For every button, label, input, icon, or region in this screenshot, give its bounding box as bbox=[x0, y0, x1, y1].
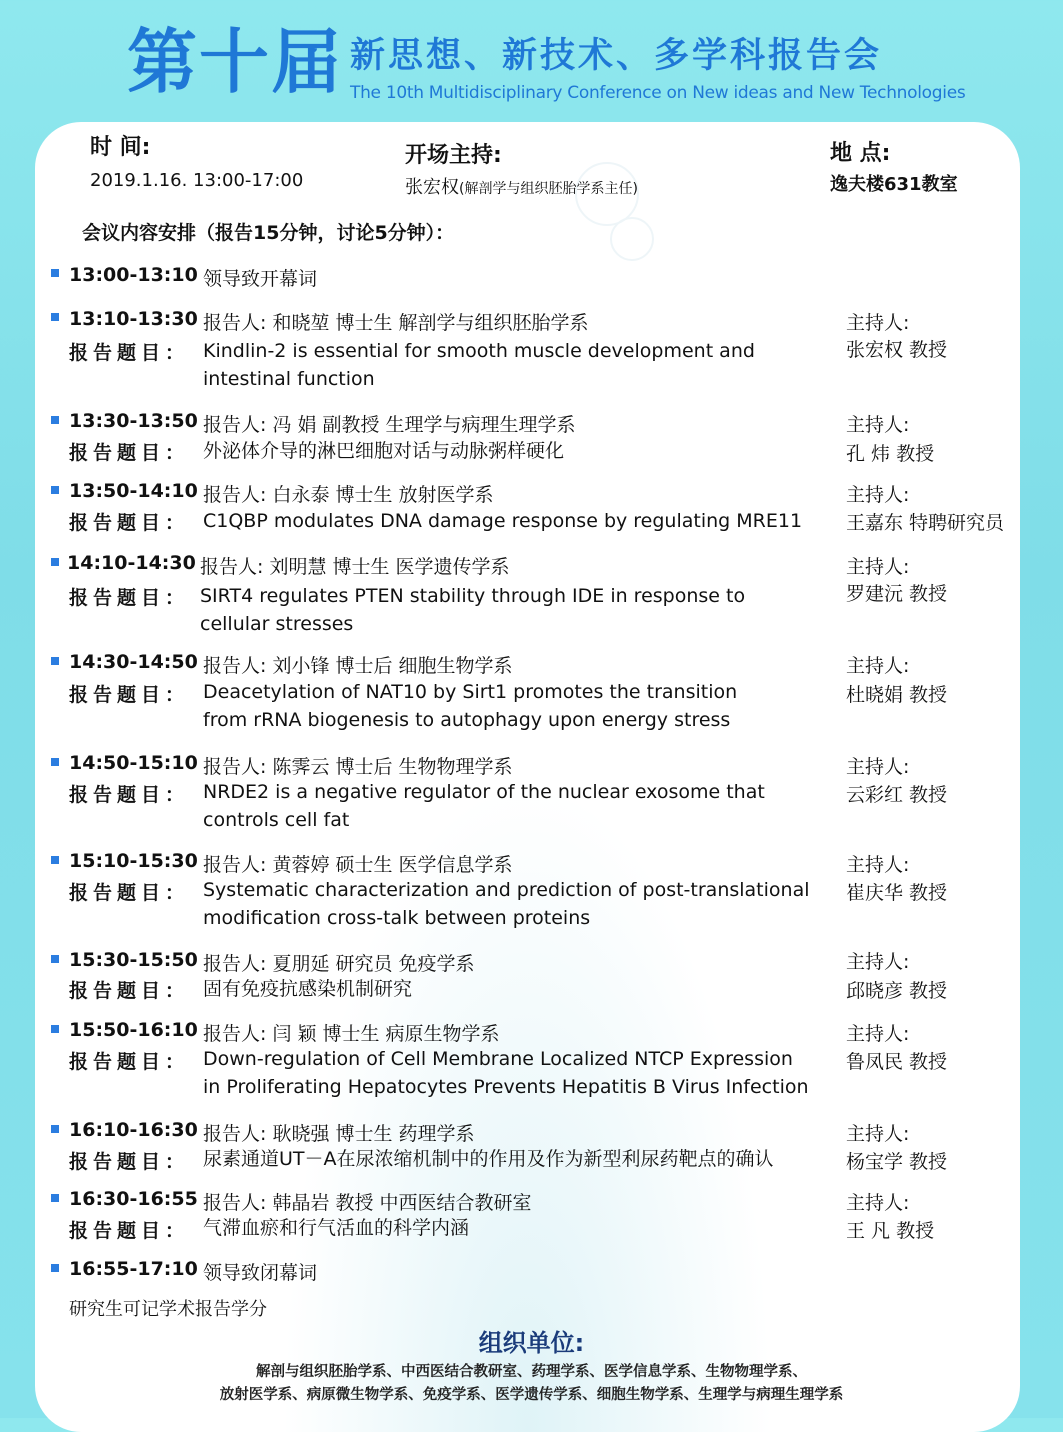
chair-name: 王嘉东 特聘研究员 bbox=[846, 512, 1005, 534]
session-reporter: 报告人: 闫 颖 博士生 病原生物学系 bbox=[203, 1023, 500, 1045]
topic-line: 尿素通道UT－A在尿浓缩机制中的作用及作为新型利尿药靶点的确认 bbox=[203, 1148, 774, 1170]
topic-label: 报告题目： bbox=[69, 342, 190, 364]
topic-label: 报告题目： bbox=[69, 512, 190, 534]
chair-label: 主持人: bbox=[846, 1192, 910, 1214]
chair-name: 杨宝学 教授 bbox=[846, 1151, 948, 1173]
session-time: 13:30-13:50 bbox=[69, 410, 198, 432]
session-topic bbox=[203, 437, 828, 465]
session-topic bbox=[203, 975, 828, 1003]
poster-header bbox=[0, 0, 1063, 125]
topic-line: C1QBP modulates DNA damage response by regulating MRE11 bbox=[203, 510, 803, 532]
chair-name: 邱晓彦 教授 bbox=[846, 980, 948, 1002]
host-value bbox=[405, 173, 638, 199]
decor-hexagon bbox=[610, 217, 654, 261]
bullet-icon bbox=[51, 558, 59, 566]
session-reporter: 报告人: 刘明慧 博士生 医学遗传学系 bbox=[200, 556, 510, 578]
place-label: 地 点: bbox=[830, 141, 891, 166]
session-time: 14:50-15:10 bbox=[69, 752, 198, 774]
session-topic bbox=[200, 582, 825, 638]
arrangement-heading: 会议内容安排（报告15分钟，讨论5分钟）： bbox=[82, 222, 455, 244]
chair-label: 主持人: bbox=[846, 655, 910, 677]
topic-line: NRDE2 is a negative regulator of the nuclear exosome that bbox=[203, 781, 765, 803]
bullet-icon bbox=[51, 1264, 59, 1272]
chair-name: 王 凡 教授 bbox=[846, 1220, 935, 1242]
session-topic bbox=[203, 876, 828, 932]
topic-label: 报告题目： bbox=[69, 1151, 190, 1173]
session-time: 14:30-14:50 bbox=[69, 651, 198, 673]
organizers-title: 组织单位: bbox=[478, 1329, 585, 1357]
bullet-icon bbox=[51, 657, 59, 665]
topic-line: intestinal function bbox=[203, 368, 375, 390]
bullet-icon bbox=[51, 1025, 59, 1033]
chair-label: 主持人: bbox=[846, 484, 910, 506]
session-topic bbox=[203, 337, 828, 393]
topic-line: controls cell fat bbox=[203, 809, 350, 831]
topic-label: 报告题目： bbox=[69, 1051, 190, 1073]
session-topic bbox=[203, 1045, 828, 1101]
host-label: 开场主持: bbox=[405, 143, 502, 168]
topic-label: 报告题目： bbox=[69, 784, 190, 806]
bullet-icon bbox=[51, 486, 59, 494]
session-reporter: 报告人: 黄蓉婷 硕士生 医学信息学系 bbox=[203, 854, 513, 876]
topic-label: 报告题目： bbox=[69, 684, 190, 706]
bullet-icon bbox=[51, 269, 59, 277]
chair-label: 主持人: bbox=[846, 556, 910, 578]
session-topic bbox=[203, 507, 828, 535]
bullet-icon bbox=[51, 758, 59, 766]
topic-label: 报告题目： bbox=[69, 442, 190, 464]
closing-time: 16:55-17:10 bbox=[69, 1258, 198, 1280]
session-time: 15:50-16:10 bbox=[69, 1019, 198, 1041]
chair-label: 主持人: bbox=[846, 312, 910, 334]
topic-label: 报告题目： bbox=[69, 587, 190, 609]
topic-line: modification cross-talk between proteins bbox=[203, 907, 591, 929]
chair-name: 杜晓娟 教授 bbox=[846, 684, 948, 706]
topic-line: from rRNA biogenesis to autophagy upon energy stress bbox=[203, 709, 731, 731]
place-value: 逸夫楼631教室 bbox=[830, 174, 958, 195]
session-reporter: 报告人: 夏朋延 研究员 免疫学系 bbox=[203, 953, 475, 975]
edition-title: 第十届 bbox=[127, 21, 343, 103]
session-time: 14:10-14:30 bbox=[67, 552, 196, 574]
topic-line: cellular stresses bbox=[200, 613, 354, 635]
session-reporter: 报告人: 陈霁云 博士后 生物物理学系 bbox=[203, 756, 513, 778]
chair-label: 主持人: bbox=[846, 1123, 910, 1145]
opening-text: 领导致开幕词 bbox=[203, 268, 318, 290]
session-reporter: 报告人: 白永泰 博士生 放射医学系 bbox=[203, 484, 494, 506]
session-topic bbox=[203, 678, 828, 734]
session-topic bbox=[203, 1145, 828, 1173]
session-time: 13:10-13:30 bbox=[69, 308, 198, 330]
chair-label: 主持人: bbox=[846, 854, 910, 876]
bullet-icon bbox=[51, 1125, 59, 1133]
host-name: 张宏权 bbox=[405, 177, 459, 198]
english-title: The 10th Multidisciplinary Conference on New ideas and New Technologies bbox=[350, 83, 966, 103]
organizers-line: 放射医学系、病原微生物学系、免疫学系、医学遗传学系、细胞生物学系、生理学与病理生理学系 bbox=[219, 1387, 844, 1403]
chair-name: 张宏权 教授 bbox=[846, 339, 948, 361]
chair-label: 主持人: bbox=[846, 951, 910, 973]
session-reporter: 报告人: 和晓堃 博士生 解剖学与组织胚胎学系 bbox=[203, 312, 589, 334]
time-label: 时 间: bbox=[90, 135, 151, 160]
bullet-icon bbox=[51, 313, 59, 321]
topic-line: Systematic characterization and prediction of post-translational bbox=[203, 879, 810, 901]
topic-line: Down-regulation of Cell Membrane Localized NTCP Expression bbox=[203, 1048, 793, 1070]
session-time: 16:10-16:30 bbox=[69, 1119, 198, 1141]
chair-label: 主持人: bbox=[846, 756, 910, 778]
closing-text: 领导致闭幕词 bbox=[203, 1262, 318, 1284]
chair-label: 主持人: bbox=[846, 1023, 910, 1045]
topic-line: 气滞血瘀和行气活血的科学内涵 bbox=[203, 1217, 470, 1239]
topic-label: 报告题目： bbox=[69, 882, 190, 904]
session-time: 16:30-16:55 bbox=[69, 1188, 198, 1210]
topic-line: SIRT4 regulates PTEN stability through IDE in response to bbox=[200, 585, 746, 607]
bullet-icon bbox=[51, 856, 59, 864]
credit-note: 研究生可记学术报告学分 bbox=[69, 1299, 267, 1320]
topic-line: 固有免疫抗感染机制研究 bbox=[203, 978, 413, 1000]
topic-line: in Proliferating Hepatocytes Prevents Hepatitis B Virus Infection bbox=[203, 1076, 809, 1098]
chair-name: 鲁凤民 教授 bbox=[846, 1051, 948, 1073]
conference-title: 新思想、新技术、多学科报告会 bbox=[350, 36, 883, 76]
session-time: 15:10-15:30 bbox=[69, 850, 198, 872]
session-reporter: 报告人: 刘小锋 博士后 细胞生物学系 bbox=[203, 655, 513, 677]
topic-line: 外泌体介导的淋巴细胞对话与动脉粥样硬化 bbox=[203, 440, 565, 462]
session-topic bbox=[203, 778, 828, 834]
chair-name: 罗建沅 教授 bbox=[846, 583, 948, 605]
host-title: (解剖学与组织胚胎学系主任) bbox=[459, 181, 638, 197]
topic-line: Deacetylation of NAT10 by Sirt1 promotes the transition bbox=[203, 681, 738, 703]
bullet-icon bbox=[51, 955, 59, 963]
session-reporter: 报告人: 冯 娟 副教授 生理学与病理生理学系 bbox=[203, 414, 576, 436]
session-reporter: 报告人: 耿晓强 博士生 药理学系 bbox=[203, 1123, 475, 1145]
bullet-icon bbox=[51, 1194, 59, 1202]
chair-name: 崔庆华 教授 bbox=[846, 882, 948, 904]
session-reporter: 报告人: 韩晶岩 教授 中西医结合教研室 bbox=[203, 1192, 532, 1214]
topic-line: Kindlin-2 is essential for smooth muscle development and bbox=[203, 340, 755, 362]
chair-name: 孔 炜 教授 bbox=[846, 443, 935, 465]
time-value: 2019.1.16. 13:00-17:00 bbox=[90, 170, 304, 191]
topic-label: 报告题目： bbox=[69, 980, 190, 1002]
session-time: 15:30-15:50 bbox=[69, 949, 198, 971]
session-topic bbox=[203, 1214, 828, 1242]
opening-time: 13:00-13:10 bbox=[69, 264, 198, 286]
bullet-icon bbox=[51, 416, 59, 424]
chair-label: 主持人: bbox=[846, 414, 910, 436]
session-time: 13:50-14:10 bbox=[69, 480, 198, 502]
topic-label: 报告题目： bbox=[69, 1220, 190, 1242]
chair-name: 云彩红 教授 bbox=[846, 784, 948, 806]
organizers-line: 解剖与组织胚胎学系、中西医结合教研室、药理学系、医学信息学系、生物物理学系、 bbox=[256, 1364, 807, 1380]
